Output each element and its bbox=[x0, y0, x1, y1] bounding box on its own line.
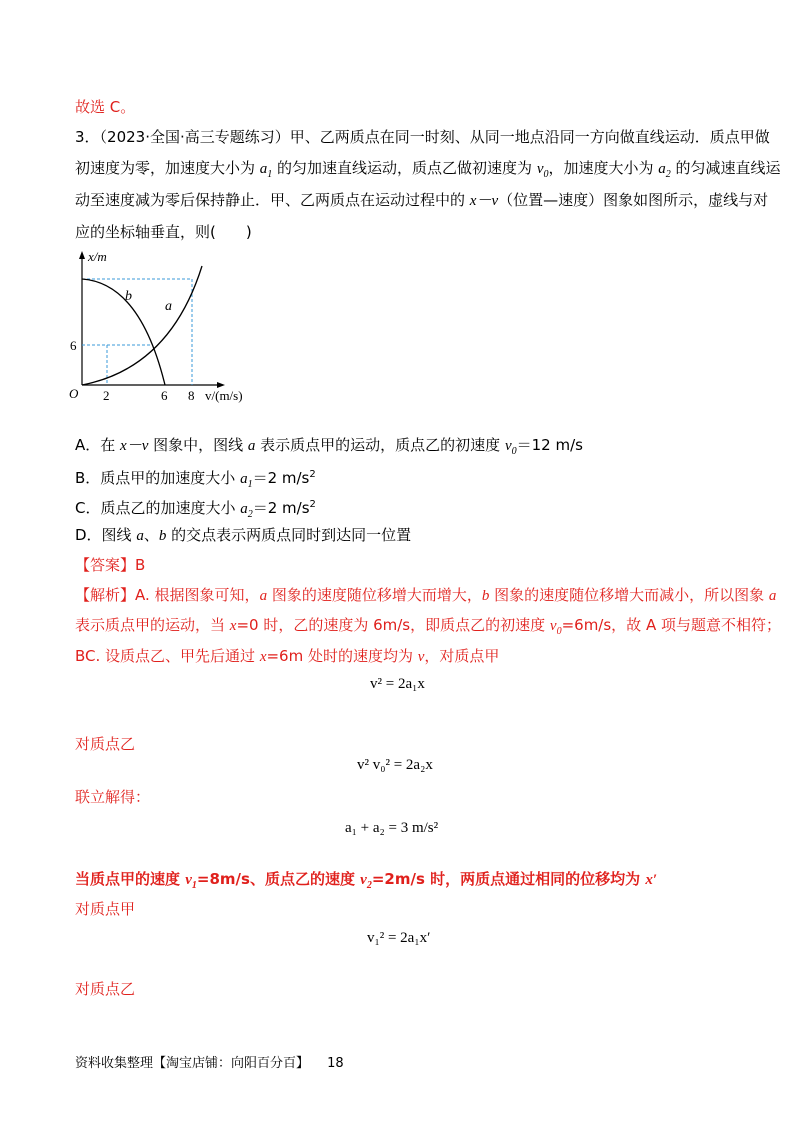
question-line-4 bbox=[75, 221, 252, 243]
question-text-3b: （位置—速度）图象如图所示，虚线与对 bbox=[498, 191, 769, 209]
question-text-2a: 初速度为零，加速度大小为 bbox=[75, 159, 260, 177]
question-text-4: 应的坐标轴垂直，则( ) bbox=[75, 223, 252, 241]
symbol-v0-sub: 0 bbox=[543, 169, 549, 180]
x-axis-label: v/(m/s) bbox=[205, 388, 243, 403]
analysis-line-5: 联立解得： bbox=[75, 788, 151, 806]
equation-1: v² = 2a₁x bbox=[370, 676, 425, 692]
symbol-a1: a bbox=[259, 161, 268, 177]
question-text-2d: 的匀减速直线运 bbox=[670, 159, 781, 177]
analysis-line-6: 当质点甲的速度 $v_1=8m/s$、质点乙的速度 $v_2=2m/s$ 时，两质点通过相同的位移均为 x′ bbox=[75, 870, 658, 891]
question-text-1: 甲、乙两质点在同一时刻、从同一地点沿同一方向做直线运动．质点甲做 bbox=[289, 128, 770, 146]
symbol-a1-sub: 1 bbox=[267, 169, 273, 180]
option-a: A．在 x－v 图象中，图线 a 表示质点甲的运动，质点乙的初速度 $v_0=12$ m/s bbox=[75, 436, 583, 457]
question-source: （2023·全国·高三专题练习） bbox=[99, 128, 290, 146]
previous-answer: 故选 C。 bbox=[75, 98, 136, 116]
footer bbox=[75, 1052, 344, 1071]
analysis-line-4: 对质点乙 bbox=[75, 735, 136, 753]
y-axis-arrow bbox=[79, 251, 85, 259]
question-line-3 bbox=[75, 189, 768, 212]
x-v-graph bbox=[65, 248, 265, 408]
analysis-line-7: 对质点甲 bbox=[75, 900, 136, 918]
curve-b bbox=[82, 279, 165, 385]
origin-label: O bbox=[69, 386, 79, 401]
answer: 【答案】B bbox=[75, 556, 146, 574]
x-tick-6: 6 bbox=[161, 388, 168, 403]
analysis-line-1: 【解析】A. 根据图象可知，a 图象的速度随位移增大而增大，b 图象的速度随位移增大而减小，所以图象 a bbox=[75, 586, 777, 604]
question-line-2 bbox=[75, 157, 781, 186]
x-tick-8: 8 bbox=[188, 388, 195, 403]
analysis-line-2: 表示质点甲的运动，当 x=0 时，乙的速度为 6m/s，即质点乙的初速度 $v_0=6m/s$，故 A 项与题意不相符； bbox=[75, 616, 781, 637]
y-tick-6: 6 bbox=[70, 338, 77, 353]
equation-4: v₁² = 2a₁x′ bbox=[367, 930, 431, 946]
curve-a bbox=[82, 266, 202, 385]
curve-a-label: a bbox=[165, 299, 172, 314]
option-d: D．图线 a、b 的交点表示两质点同时到达同一位置 bbox=[75, 526, 412, 544]
x-tick-2: 2 bbox=[103, 388, 110, 403]
symbol-a2: a bbox=[658, 161, 666, 177]
question-number: 3． bbox=[75, 128, 100, 146]
analysis-line-8: 对质点乙 bbox=[75, 980, 136, 998]
page-number: 18 bbox=[327, 1056, 344, 1071]
question-line-1 bbox=[75, 126, 770, 148]
curve-b-label: b bbox=[125, 289, 132, 304]
question-text-2c: ，加速度大小为 bbox=[548, 159, 659, 177]
footer-text: 资料收集整理【淘宝店铺：向阳百分百】 bbox=[75, 1056, 310, 1071]
symbol-a2-sub: 2 bbox=[665, 169, 671, 180]
y-axis-label: x/m bbox=[88, 249, 107, 264]
question-text-3a: 动至速度减为零后保持静止．甲、乙两质点在运动过程中的 bbox=[75, 191, 470, 209]
equation-3: a₁ + a₂ = 3 m/s² bbox=[345, 820, 439, 836]
symbol-v0: v bbox=[536, 161, 544, 177]
question-text-2b: 的匀加速直线运动，质点乙做初速度为 bbox=[272, 159, 537, 177]
symbol-xv: x－v bbox=[469, 193, 499, 209]
equation-2: v² v₀² = 2a₂x bbox=[357, 757, 433, 773]
option-b: B．质点甲的加速度大小 $a_1=2$ $m/s^2$ bbox=[75, 469, 316, 490]
analysis-line-3: BC. 设质点乙、甲先后通过 x=6m 处时的速度均为 v，对质点甲 bbox=[75, 647, 500, 665]
option-c: C．质点乙的加速度大小 $a_2=2$ $m/s^2$ bbox=[75, 499, 316, 520]
